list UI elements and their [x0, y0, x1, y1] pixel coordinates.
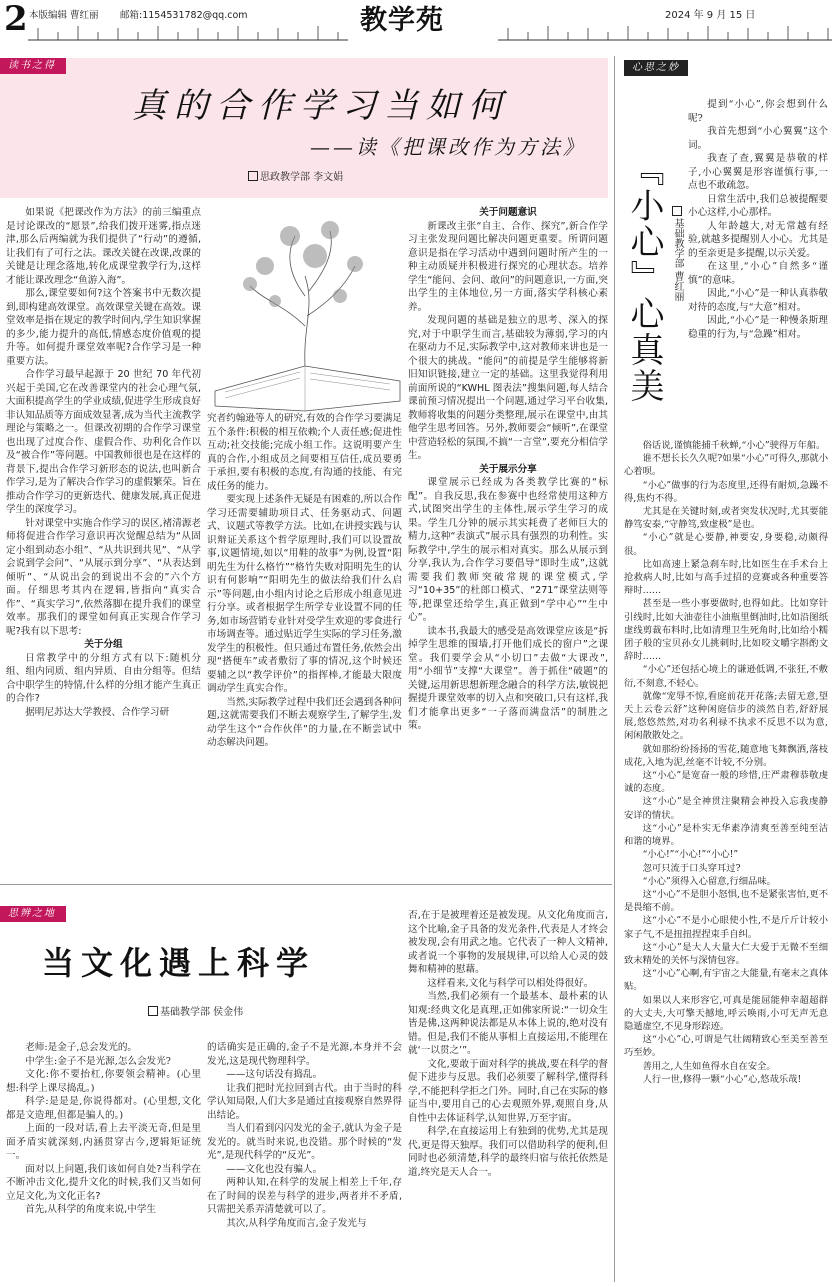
byline-box-icon [248, 171, 258, 181]
page-number: 2 [4, 0, 28, 39]
paragraph: 文化,要敢于面对科学的挑战,要在科学的督促下进步与反思。我们必须要了解科学,懂得科学,不能把科学拒之门外。同时,自己在实际的修证当中,要用自己的心去观照外界,观照自身,从自性中去体证科学,认知世界,万至宇宙。 [408, 1058, 608, 1124]
subheading-question-awareness: 关于问题意识 [479, 207, 537, 218]
byline-box-icon [148, 1006, 158, 1016]
paragraph: 发现问题的基础是独立的思考、深入的探究,对于中职学生而言,基础较为薄弱,学习的内在驱动力不足,实际教学中,这对教师来讲也是一个很大的挑战。“能问”的前提是学生能够将新旧知识链接,建立一定的基础。这里我觉得利用前面所说的“KWHL 图表法”搜集问题,每人结合课前预习情况提出一个问题,通过学习平台收集,教师将收集的问题分类整理,展示在课堂中,由其他学生思考回答。另外,教师要会“倾听”,在课堂中营造轻松的氛围,不搞“一言堂”,要充分相信学生。 [408, 315, 608, 461]
header-ruler [28, 22, 832, 46]
paragraph: 其次,从科学角度而言,金子发光与 [226, 1217, 367, 1229]
article3-byline-text: 基础教学部 曹红丽 [672, 218, 683, 302]
paragraph: 面对以上问题,我们该如何自处?当科学在不断冲击文化,提升文化的时候,我们又当如何立足文化,为文化正名? [6, 1163, 201, 1202]
article-reading-notes [0, 56, 612, 876]
dialog-line: 老师:是金子,总会发光的。 [25, 1042, 138, 1053]
issue-date: 2024 年 9 月 15 日 [665, 10, 756, 21]
paragraph: 如果以人来形容它,可真是能屈能伸幸超超群的大丈夫,大可擎天撼地,呼云唤雨,小可无声无息隐遁虚空,不见身形踪迹。 [624, 994, 828, 1032]
paragraph: 这“小心”心,可谓是气壮阔精致心至美至善至巧至妙。 [624, 1034, 828, 1059]
paragraph: 谁不想长长久久呢?如果“小心”可得久,那就小心着呗。 [624, 453, 828, 478]
article2-column-2 [207, 1041, 402, 1230]
masthead: 教学苑 [360, 5, 444, 36]
article1-column-1 [6, 206, 201, 719]
book-tree-illustration [205, 206, 415, 416]
paragraph: 甚至是一些小事要做时,也得如此。比如穿针引线时,比如大油壶往小油瓶里倒油时,比如沿图纸虚线剪裁布料时,比如清理卫生死角时,比如给小糯团子般的宝贝孙女儿挑刺时,比如咬文嚼字斟酌文辞时…… [624, 598, 828, 663]
paragraph: “小心”做事的行为态度里,还得有耐烦,急躁不得,焦灼不得。 [624, 479, 828, 504]
paragraph: “小心”须得入心留意,行细品味。 [642, 875, 776, 887]
subheading-show-and-share: 关于展示分享 [479, 463, 537, 475]
paragraph: 科学,在直接运用上有独到的优势,尤其是现代,更是得天独厚。我们可以借助科学的便利,但同时也必须清楚,科学的最终归宿与依托依然是道,终究是天人合一。 [408, 1126, 608, 1178]
paragraph: ——这句话没有捣乱。 [226, 1069, 323, 1080]
byline-box-icon [672, 206, 682, 216]
article3-top-text [688, 98, 828, 341]
paragraph: 我首先想到“小心翼翼”这个词。 [688, 126, 828, 151]
paragraph: 针对课堂中实施合作学习的误区,褚清源老师将促进合作学习意识再次觉醒总结为“从固定小组到动态小组”、“从共识到共见”、“从学会说到学会问”、“从展示到分享”、“从表达到倾听”、“从说出会的到说出不会的”六个方面。仔细思考其内在逻辑,皆指向“真实合作”、“真实学习”,依然落脚在提升我们的课堂效率。那我们的课堂如何真正实现合作学习呢?我有以下思考: [6, 517, 201, 637]
paragraph: “小心!”“小心!”“小心!” [642, 849, 739, 861]
paragraph: 这“小心”不是胆小怒惧,也不是紧张害怕,更不是畏缩不前。 [624, 888, 828, 914]
article2-title: 当文化遇上科学 [42, 944, 316, 982]
article1-byline-text: 思政教学部 李文娟 [260, 172, 344, 183]
paragraph: 人行一世,修得一颗“小心”心,悠哉乐哉! [642, 1073, 802, 1085]
article2-byline [148, 1003, 243, 1018]
paragraph: 这“小心”是朴实无华素净清爽至善至纯至洁和谐的境界。 [624, 822, 828, 848]
paragraph: 提到“小心”,你会想到什么呢? [688, 99, 828, 124]
paragraph: 这“小心”是全神贯注聚精会神投入忘我虔静安详的情状。 [624, 796, 828, 821]
article1-column-2 [207, 412, 402, 750]
paragraph: 让我们把时光拉回到古代。由于当时的科学认知局限,人们大多是通过直接观察自然界得出结论。 [207, 1082, 402, 1121]
paragraph: 读本书,我最大的感受是高效课堂应该是“拆掉学生思维的围墙,打开他们成长的窗户”之课堂。我们要学会从“小切口”去做“大课改”,用“小细节”支撑“大课堂”。善于抓住“破题”的关键,运用新思想新理念融合的科学方法,敏锐把握提升课堂效率的切入点和突破口,只有这样,我们才能拿出更多“一子落而满盘活”的制胜之策。 [408, 625, 608, 731]
paragraph: 究者约翰逊等人的研究,有效的合作学习要满足五个条件:积极的相互依赖;个人责任感;促进性互动;社交技能;完成小组工作。这说明要产生真的合作,小组成员之间要相互信任,成员要勇于承担,要有积极的态度,有沟通的技能、有完成任务的能力。 [207, 413, 402, 492]
paragraph: 据明尼苏达大学教授、合作学习研 [25, 706, 170, 718]
article2-column-3 [408, 909, 608, 1179]
paragraph: 俗话说,谨慎能捕千秋蝉,“小心”驶得万年船。 [642, 440, 826, 451]
dialog-line: 文化:你不要抬杠,你要领会精神。(心里想:科学上课尽捣乱。) [6, 1069, 201, 1094]
paragraph: 这“小心”是宽奋一般的珍惜,庄严肃穆恭敬虔诚的态度。 [624, 770, 828, 795]
paragraph: 两种认知,在科学的发展上相差上千年,存在了时间的误差与科学的进步,两者并不矛盾,只需把关系弄清楚就可以了。 [207, 1177, 402, 1215]
paragraph: 善用之,人生如鱼得水自在安全。 [642, 1060, 776, 1072]
article-divider [0, 884, 612, 885]
paragraph: 课堂展示已经成为各类教学比赛的“标配”。自我反思,我在参赛中也经常使用这种方式,试图突出学生的主体性,展示学生学习的成果。学生几分钟的展示其实耗费了老师巨大的精力,这种“表演式”展示具有强烈的功利性。实际教学中,学生的展示相对真实。那么从展示到分享,我认为,合作学习要倡导“即时生成”,这就需要我们教师突破常规的课堂模式,学习“10+35”的杜郎口模式、“271”课堂法则等等,把课堂还给学生,真正做到“学中心”“生中心”。 [408, 477, 608, 623]
paragraph: 就如那纷纷扬扬的雪花,随意地飞舞飘洒,落枝成花,入地为泥,丝毫不计较,不分别。 [624, 743, 828, 768]
paragraph: 的话确实是正确的,金子不是光源,本身并不会发光,这是现代物理科学。 [207, 1042, 402, 1067]
section-tag-heart: 心思之妙 [624, 60, 688, 76]
article3-title: 『小心』心真美 [624, 152, 664, 404]
paragraph: 人年龄越大,对无常越有经验,就越多提醒别人小心。尤其是的至亲更是多提醒,以示关爱。 [688, 220, 828, 259]
paragraph: 这“小心”是大人大量大仁大爱于无微不至细致末精处的关怀与深情包容。 [624, 941, 828, 966]
dialog-line: 中学生:金子不是光源,怎么会发光? [25, 1055, 171, 1067]
article-culture-meets-science [0, 903, 612, 1287]
article1-title: 真的合作学习当如何 [132, 86, 510, 126]
article2-column-1 [6, 1041, 201, 1217]
article1-byline [248, 168, 343, 183]
paragraph: 因此,“小心”是一种慢条斯理稳重的行为,与“急躁”相对。 [688, 315, 828, 340]
section-tag-reading: 读书之得 [0, 58, 66, 74]
paragraph: 日常教学中的分组方式有以下:随机分组、组内同质、组内异质、自由分组等。但结合中职学生的特情,什么样的分组才能产生真正的合作? [6, 652, 201, 704]
page-header [0, 0, 832, 50]
paragraph: 忽可只流于口头穿耳过? [642, 862, 741, 874]
paragraph: 上面的一段对话,看上去平淡无奇,但是里面矛盾实就深刻,内涵贯穿古今,逻辑矩证统一。 [6, 1123, 201, 1161]
article1-subtitle: ——读《把课改作为方法》 [310, 135, 586, 159]
dialog-line: 科学:是是是,你说得都对。(心里想,文化都是文造理,但都是骗人的。) [6, 1096, 201, 1121]
paragraph: 当然,实际教学过程中我们还会遇到各种问题,这就需要我们不断去观察学生,了解学生,发动学生这个“合作伙伴”的力量,在不断尝试中动态解决问题。 [207, 696, 402, 748]
paragraph: 这“小心”不是小心眼使小性,不是斤斤计较小家子气,不是扭扭捏捏束手自纠。 [624, 915, 828, 940]
article3-byline [668, 206, 684, 301]
paragraph: 我查了查,翼翼是恭敬的样子,小心翼翼是形容谨慎行事,一点也不敢疏忽。 [688, 153, 828, 191]
paragraph: 比如高速上紧急刹车时,比如医生在手术台上抢救病人时,比如与高手过招的竞赛或各种重要答辩时…… [624, 558, 828, 597]
paragraph: “小心”就是心要静,神要安,身要稳,动颇得很。 [624, 532, 828, 557]
article3-full-text [624, 439, 828, 1086]
paragraph: “小心”还包括心境上的谦逊低调,不张狂,不敷衍,不刻意,不轻心。 [624, 664, 828, 689]
paragraph: 如果说《把课改作为方法》的前三编重点是讨论课改的“愿景”,给我们拨开迷雾,指点迷津,那么后两编就为我们提供了“行动”的遵循,让我们有了可行之法。课改关键在改课,改课的关键是让理念落地,转化成课堂教学行为,这样才能让课改理念“鱼游入海”。 [6, 207, 201, 286]
paragraph: 这样看来,文化与科学可以相处得很好。 [427, 977, 594, 989]
paragraph: 日常生活中,我们总被提醒要小心这样,小心那样。 [688, 193, 828, 218]
paragraph: 因此,“小心”是一种认真恭敬对待的态度,与“大意”相对。 [688, 288, 828, 313]
paragraph: 尤其是在关键时刻,或者突发状况时,尤其要能静笃安泰,“守静笃,致虚极”是也。 [624, 506, 828, 531]
column-divider [614, 56, 615, 1282]
subheading-grouping: 关于分组 [84, 639, 123, 650]
paragraph: 要实现上述条件无疑是有困难的,所以合作学习还需要辅助项目式、任务驱动式、问题式、议题式等教学方法。比如,在讲授实践与认识辩证关系这个哲学原理时,我们可以设置故事,议题情境,如以“用鞋的故事”为例,设置“阳明先生为什么格竹”“格竹失败对阳明先生的认识有何影响”“阳明先生的做法给我们什么启示”等问题,由小组内讨论之后形成小组意见进行分享。或者根据学生所学专业设置不同的任务,如市场营销专业针对受学生欢迎的零食进行市场调查等。通过贴近学生实际的学习任务,激发学生的积极性。但只通过布置任务,依然会出现“搭便车”或者敷衍了事的情况,这个时候还要辅之以“教学评价”的指挥棒,才能最大限度调动学生真实合作。 [207, 494, 402, 694]
paragraph: 就像“宠辱不惊,看庭前花开花落;去留无意,望天上云卷云舒”这种闲庭信步的淡然自若,舒舒展展,悠悠然然,对功名利禄不执求不反思不以为意,闲闲散散处之。 [624, 690, 828, 742]
paragraph: 那么,课堂要如何?这个答案书中无数次提到,即构建高效课堂。高效课堂关键在高效。课堂效率是指在规定的教学时间内,学生知识掌握的多少,能力提升的高低,情感态度价值观的提升等。如何提升课堂效率呢?合作学习是一种重要方法。 [6, 288, 201, 367]
section-tag-debate: 思辨之地 [0, 906, 66, 922]
paragraph: 新课改主张“自主、合作、探究”,新合作学习主张发现问题比解决问题更重要。所谓问题意识是指在学习活动中遇到问题时所产生的一种主动质疑并积极进行探究的心理状态。培养学生“能问、会问、敢问”的问题意识,一方面,突出学生的主体地位,另一方面,落实学科核心素养。 [408, 220, 608, 313]
paragraph: 这“小心”心啊,有宇宙之大能量,有毫末之真体贴。 [624, 968, 828, 993]
paragraph: 当然,我们必须有一个最基本、最朴素的认知观:经典文化是真理,正如佛家所说:“一切众生皆是佛,这两种说法都是从本体上说的,绝对没有错。但是,我们不能从事相上直接运用,不能理在就‘一以贯之’”。 [408, 991, 608, 1056]
paragraph: 在这里,“小心”自然多“谨慎”的意味。 [688, 261, 828, 286]
article1-column-3 [408, 206, 608, 733]
editor-label: 本版编辑 曹红丽 [29, 10, 99, 21]
article2-byline-text: 基础教学部 侯金伟 [160, 1007, 244, 1018]
paragraph: 否,在于是被理着还是被发现。从文化角度而言,这个比喻,金子具备的发光条件,代表是人才终会被发现,会有用武之地。它代表了一种人文精神,或者说一个事物的发展规律,可以给人心灵的鼓舞和精神的慰藉。 [408, 910, 608, 975]
article-careful-heart [618, 56, 832, 1287]
paragraph: ——文化也没有骗人。 [226, 1163, 323, 1175]
paragraph: 首先,从科学的角度来说,中学生 [25, 1204, 157, 1215]
paragraph: 合作学习最早起源于 20 世纪 70 年代初兴起于美国,它在改善课堂内的社会心理气氛,大面积提高学生的学业成绩,促进学生形成良好非认知品质等方面成效显著,成为当代主流教学理论与策略之一。但课改初期的合作学习课堂也出现了过度合作、虚假合作、功利化合作以及“被合作”等问题。中国教师很也是在这样的背景下,提出合作学习新形态的说法,也叫新合作学习,是为了解决合作学习的虚假繁荣。旨在推动合作学习的更新迭代、健康发展,真正促进学生的深度学习。 [6, 369, 201, 515]
paragraph: 当人们看到闪闪发光的金子,就认为金子是发光的。就当时来说,也没错。那个时候的“发光”,是现代科学的“反光”。 [207, 1123, 402, 1161]
email-label: 邮箱:1154531782@qq.com [120, 10, 248, 21]
